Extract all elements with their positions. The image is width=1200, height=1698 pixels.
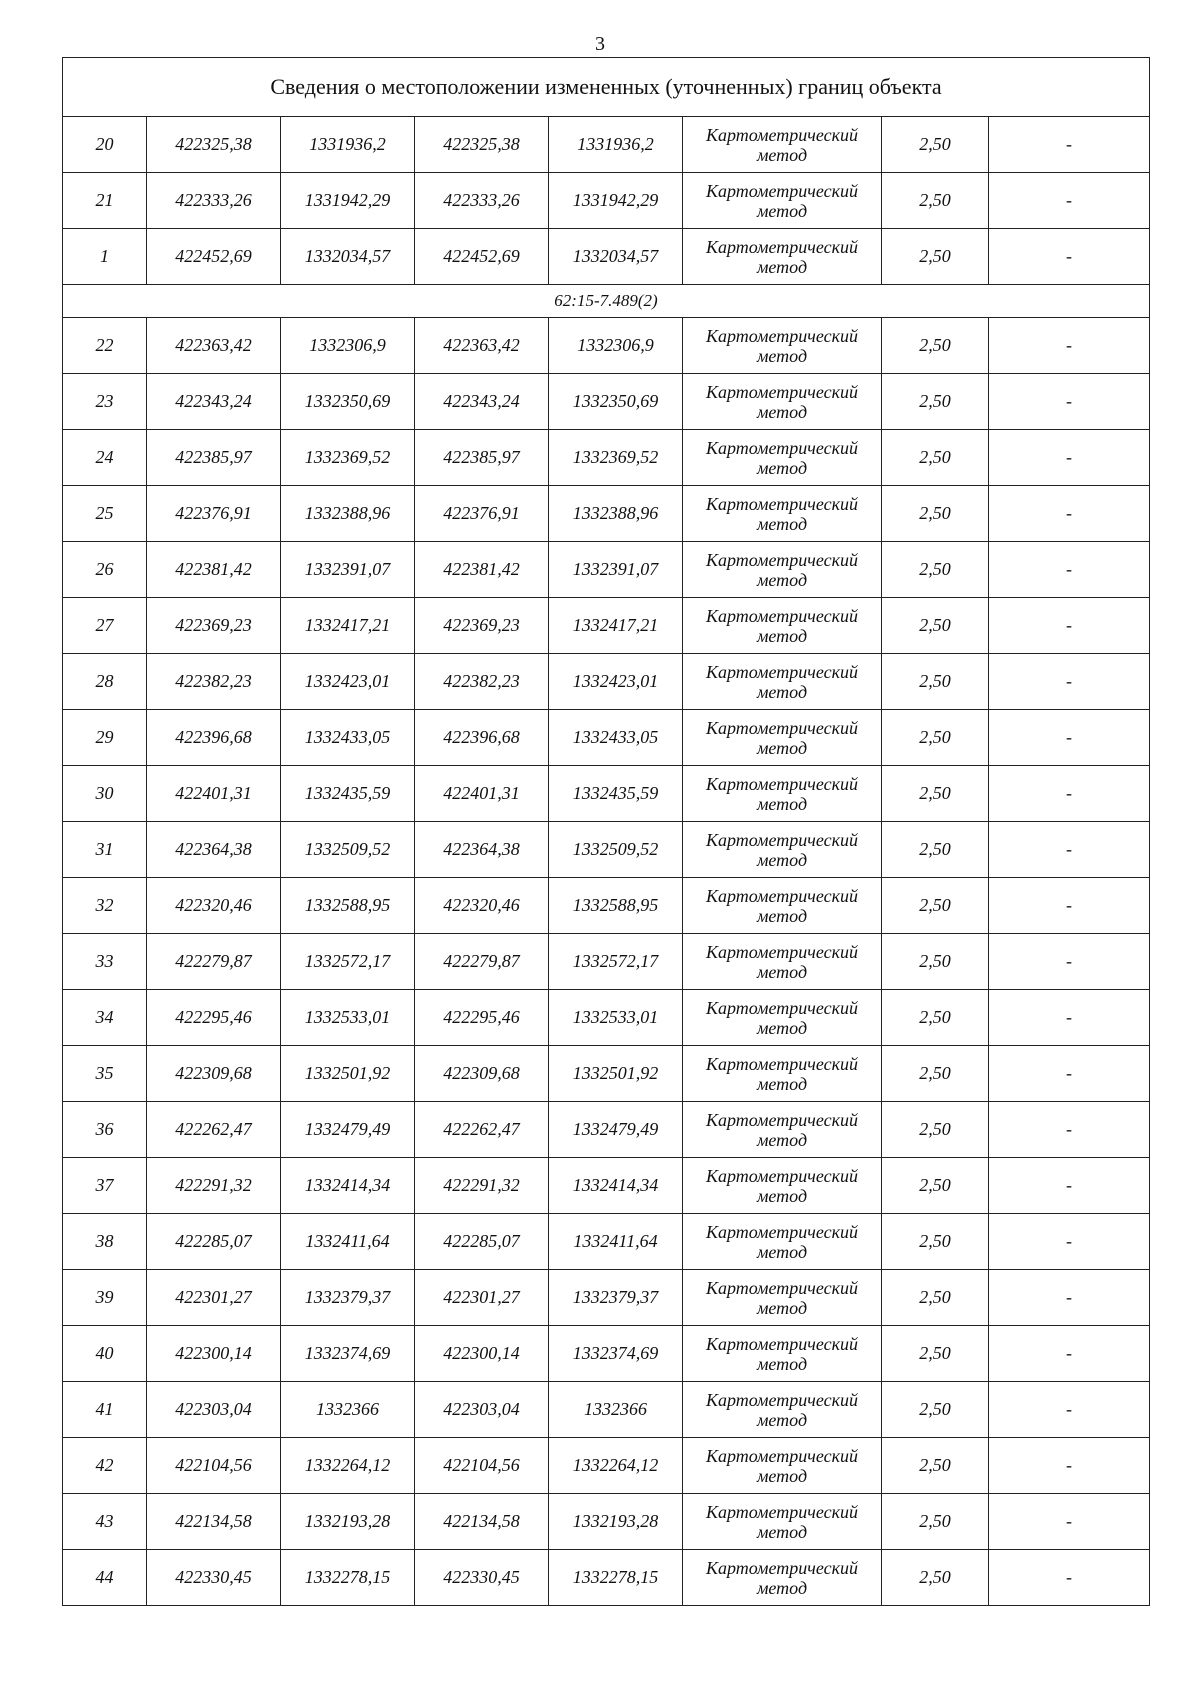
table-row bbox=[63, 173, 1150, 229]
x-old-cell: 422303,04 bbox=[147, 1382, 281, 1438]
x-old-cell: 422333,26 bbox=[147, 173, 281, 229]
note-cell: - bbox=[989, 542, 1150, 598]
method-cell bbox=[683, 1214, 882, 1270]
x-new-cell: 422325,38 bbox=[415, 117, 549, 173]
note-cell: - bbox=[989, 1382, 1150, 1438]
x-old-cell: 422401,31 bbox=[147, 766, 281, 822]
x-new-cell: 422320,46 bbox=[415, 878, 549, 934]
x-new-cell: 422382,23 bbox=[415, 654, 549, 710]
x-new-cell: 422452,69 bbox=[415, 229, 549, 285]
method-line-2: метод bbox=[756, 1521, 808, 1542]
y-old-cell: 1332366 bbox=[281, 1382, 415, 1438]
y-new-cell: 1332411,64 bbox=[549, 1214, 683, 1270]
table-row bbox=[63, 542, 1150, 598]
method-line-2: метод bbox=[756, 737, 808, 758]
method-cell bbox=[683, 654, 882, 710]
table-row bbox=[63, 878, 1150, 934]
point-number-cell: 25 bbox=[63, 486, 147, 542]
method-cell bbox=[683, 766, 882, 822]
x-old-cell: 422309,68 bbox=[147, 1046, 281, 1102]
y-new-cell: 1332193,28 bbox=[549, 1494, 683, 1550]
method-line-2: метод bbox=[756, 1017, 808, 1038]
y-new-cell: 1332479,49 bbox=[549, 1102, 683, 1158]
note-cell: - bbox=[989, 654, 1150, 710]
x-old-cell: 422320,46 bbox=[147, 878, 281, 934]
table-row bbox=[63, 117, 1150, 173]
method-cell bbox=[683, 1550, 882, 1606]
precision-cell: 2,50 bbox=[882, 486, 989, 542]
y-old-cell: 1332369,52 bbox=[281, 430, 415, 486]
precision-cell: 2,50 bbox=[882, 1438, 989, 1494]
table-row bbox=[63, 934, 1150, 990]
note-cell: - bbox=[989, 1158, 1150, 1214]
method-cell bbox=[683, 117, 882, 173]
x-old-cell: 422291,32 bbox=[147, 1158, 281, 1214]
method-line-2: метод bbox=[756, 256, 808, 277]
y-old-cell: 1332034,57 bbox=[281, 229, 415, 285]
y-old-cell: 1332278,15 bbox=[281, 1550, 415, 1606]
precision-cell: 2,50 bbox=[882, 374, 989, 430]
point-number-cell: 29 bbox=[63, 710, 147, 766]
y-old-cell: 1332388,96 bbox=[281, 486, 415, 542]
x-new-cell: 422401,31 bbox=[415, 766, 549, 822]
x-old-cell: 422343,24 bbox=[147, 374, 281, 430]
y-new-cell: 1332572,17 bbox=[549, 934, 683, 990]
precision-cell: 2,50 bbox=[882, 598, 989, 654]
point-number-cell: 37 bbox=[63, 1158, 147, 1214]
precision-cell: 2,50 bbox=[882, 1550, 989, 1606]
method-line-2: метод bbox=[756, 1241, 808, 1262]
y-new-cell: 1331936,2 bbox=[549, 117, 683, 173]
method-line-1: Картометрический bbox=[705, 437, 858, 458]
table-row bbox=[63, 374, 1150, 430]
method-line-1: Картометрический bbox=[705, 1501, 858, 1522]
y-old-cell: 1332533,01 bbox=[281, 990, 415, 1046]
method-line-2: метод bbox=[756, 1353, 808, 1374]
x-old-cell: 422385,97 bbox=[147, 430, 281, 486]
table-row bbox=[63, 1158, 1150, 1214]
x-new-cell: 422295,46 bbox=[415, 990, 549, 1046]
note-cell: - bbox=[989, 1326, 1150, 1382]
y-old-cell: 1331936,2 bbox=[281, 117, 415, 173]
y-old-cell: 1332417,21 bbox=[281, 598, 415, 654]
y-old-cell: 1332414,34 bbox=[281, 1158, 415, 1214]
precision-cell: 2,50 bbox=[882, 1158, 989, 1214]
precision-cell: 2,50 bbox=[882, 1214, 989, 1270]
y-old-cell: 1332588,95 bbox=[281, 878, 415, 934]
method-line-2: метод bbox=[756, 345, 808, 366]
method-cell bbox=[683, 990, 882, 1046]
precision-cell: 2,50 bbox=[882, 1382, 989, 1438]
note-cell: - bbox=[989, 878, 1150, 934]
y-new-cell: 1332435,59 bbox=[549, 766, 683, 822]
method-line-1: Картометрический bbox=[705, 1109, 858, 1130]
note-cell: - bbox=[989, 1438, 1150, 1494]
method-line-2: метод bbox=[756, 1185, 808, 1206]
precision-cell: 2,50 bbox=[882, 1494, 989, 1550]
method-line-2: метод bbox=[756, 681, 808, 702]
method-line-2: метод bbox=[756, 1129, 808, 1150]
point-number-cell: 22 bbox=[63, 318, 147, 374]
method-line-1: Картометрический bbox=[705, 997, 858, 1018]
note-cell: - bbox=[989, 430, 1150, 486]
y-new-cell: 1332374,69 bbox=[549, 1326, 683, 1382]
note-cell: - bbox=[989, 934, 1150, 990]
method-cell bbox=[683, 486, 882, 542]
x-new-cell: 422291,32 bbox=[415, 1158, 549, 1214]
method-line-1: Картометрический bbox=[705, 773, 858, 794]
method-cell bbox=[683, 598, 882, 654]
y-old-cell: 1332306,9 bbox=[281, 318, 415, 374]
y-new-cell: 1332278,15 bbox=[549, 1550, 683, 1606]
table-row bbox=[63, 229, 1150, 285]
note-cell: - bbox=[989, 1102, 1150, 1158]
x-old-cell: 422300,14 bbox=[147, 1326, 281, 1382]
x-new-cell: 422303,04 bbox=[415, 1382, 549, 1438]
x-old-cell: 422295,46 bbox=[147, 990, 281, 1046]
method-cell bbox=[683, 318, 882, 374]
y-old-cell: 1332264,12 bbox=[281, 1438, 415, 1494]
x-new-cell: 422134,58 bbox=[415, 1494, 549, 1550]
x-old-cell: 422369,23 bbox=[147, 598, 281, 654]
method-line-1: Картометрический bbox=[705, 325, 858, 346]
precision-cell: 2,50 bbox=[882, 878, 989, 934]
method-cell bbox=[683, 1046, 882, 1102]
table-row bbox=[63, 1102, 1150, 1158]
x-new-cell: 422279,87 bbox=[415, 934, 549, 990]
note-cell: - bbox=[989, 486, 1150, 542]
method-line-1: Картометрический bbox=[705, 1445, 858, 1466]
x-new-cell: 422343,24 bbox=[415, 374, 549, 430]
precision-cell: 2,50 bbox=[882, 1270, 989, 1326]
x-new-cell: 422364,38 bbox=[415, 822, 549, 878]
table-row bbox=[63, 1438, 1150, 1494]
method-line-2: метод bbox=[756, 401, 808, 422]
method-cell bbox=[683, 934, 882, 990]
precision-cell: 2,50 bbox=[882, 318, 989, 374]
table-row bbox=[63, 766, 1150, 822]
method-line-2: метод bbox=[756, 625, 808, 646]
method-line-2: метод bbox=[756, 457, 808, 478]
method-cell bbox=[683, 1438, 882, 1494]
point-number-cell: 27 bbox=[63, 598, 147, 654]
method-line-1: Картометрический bbox=[705, 381, 858, 402]
table-row bbox=[63, 1326, 1150, 1382]
table-row bbox=[63, 1550, 1150, 1606]
x-old-cell: 422301,27 bbox=[147, 1270, 281, 1326]
precision-cell: 2,50 bbox=[882, 1326, 989, 1382]
note-cell: - bbox=[989, 229, 1150, 285]
y-new-cell: 1332379,37 bbox=[549, 1270, 683, 1326]
y-old-cell: 1332411,64 bbox=[281, 1214, 415, 1270]
section-row bbox=[63, 285, 1150, 318]
y-old-cell: 1332193,28 bbox=[281, 1494, 415, 1550]
x-new-cell: 422104,56 bbox=[415, 1438, 549, 1494]
method-line-2: метод bbox=[756, 144, 808, 165]
x-old-cell: 422382,23 bbox=[147, 654, 281, 710]
y-old-cell: 1332374,69 bbox=[281, 1326, 415, 1382]
note-cell: - bbox=[989, 1494, 1150, 1550]
y-new-cell: 1332350,69 bbox=[549, 374, 683, 430]
x-old-cell: 422381,42 bbox=[147, 542, 281, 598]
x-old-cell: 422104,56 bbox=[147, 1438, 281, 1494]
note-cell: - bbox=[989, 1270, 1150, 1326]
method-cell bbox=[683, 430, 882, 486]
note-cell: - bbox=[989, 710, 1150, 766]
method-line-1: Картометрический bbox=[705, 1277, 858, 1298]
precision-cell: 2,50 bbox=[882, 710, 989, 766]
point-number-cell: 32 bbox=[63, 878, 147, 934]
x-new-cell: 422262,47 bbox=[415, 1102, 549, 1158]
y-old-cell: 1331942,29 bbox=[281, 173, 415, 229]
method-line-1: Картометрический bbox=[705, 829, 858, 850]
y-new-cell: 1332509,52 bbox=[549, 822, 683, 878]
method-line-1: Картометрический bbox=[705, 124, 858, 145]
x-new-cell: 422285,07 bbox=[415, 1214, 549, 1270]
x-new-cell: 422363,42 bbox=[415, 318, 549, 374]
y-new-cell: 1332417,21 bbox=[549, 598, 683, 654]
x-new-cell: 422300,14 bbox=[415, 1326, 549, 1382]
point-number-cell: 41 bbox=[63, 1382, 147, 1438]
method-cell bbox=[683, 1382, 882, 1438]
x-old-cell: 422285,07 bbox=[147, 1214, 281, 1270]
y-new-cell: 1332388,96 bbox=[549, 486, 683, 542]
table-row bbox=[63, 1270, 1150, 1326]
point-number-cell: 40 bbox=[63, 1326, 147, 1382]
method-cell bbox=[683, 1326, 882, 1382]
method-cell bbox=[683, 229, 882, 285]
method-line-1: Картометрический bbox=[705, 941, 858, 962]
method-line-1: Картометрический bbox=[705, 1389, 858, 1410]
note-cell: - bbox=[989, 318, 1150, 374]
y-old-cell: 1332350,69 bbox=[281, 374, 415, 430]
note-cell: - bbox=[989, 374, 1150, 430]
method-line-2: метод bbox=[756, 1409, 808, 1430]
point-number-cell: 44 bbox=[63, 1550, 147, 1606]
method-line-1: Картометрический bbox=[705, 180, 858, 201]
method-line-2: метод bbox=[756, 1465, 808, 1486]
method-line-1: Картометрический bbox=[705, 1053, 858, 1074]
y-old-cell: 1332479,49 bbox=[281, 1102, 415, 1158]
note-cell: - bbox=[989, 1214, 1150, 1270]
x-old-cell: 422134,58 bbox=[147, 1494, 281, 1550]
x-new-cell: 422301,27 bbox=[415, 1270, 549, 1326]
x-new-cell: 422330,45 bbox=[415, 1550, 549, 1606]
table-row bbox=[63, 486, 1150, 542]
x-old-cell: 422279,87 bbox=[147, 934, 281, 990]
precision-cell: 2,50 bbox=[882, 542, 989, 598]
note-cell: - bbox=[989, 1046, 1150, 1102]
method-line-2: метод bbox=[756, 1073, 808, 1094]
point-number-cell: 28 bbox=[63, 654, 147, 710]
method-line-1: Картометрический bbox=[705, 549, 858, 570]
table-row bbox=[63, 598, 1150, 654]
table-row bbox=[63, 710, 1150, 766]
method-line-2: метод bbox=[756, 793, 808, 814]
y-new-cell: 1332034,57 bbox=[549, 229, 683, 285]
x-old-cell: 422363,42 bbox=[147, 318, 281, 374]
method-line-1: Картометрический bbox=[705, 1221, 858, 1242]
table-row bbox=[63, 654, 1150, 710]
point-number-cell: 31 bbox=[63, 822, 147, 878]
method-line-2: метод bbox=[756, 1297, 808, 1318]
method-line-2: метод bbox=[756, 961, 808, 982]
note-cell: - bbox=[989, 990, 1150, 1046]
method-line-2: метод bbox=[756, 513, 808, 534]
x-new-cell: 422396,68 bbox=[415, 710, 549, 766]
method-line-2: метод bbox=[756, 569, 808, 590]
note-cell: - bbox=[989, 766, 1150, 822]
x-old-cell: 422396,68 bbox=[147, 710, 281, 766]
method-line-1: Картометрический bbox=[705, 1165, 858, 1186]
precision-cell: 2,50 bbox=[882, 173, 989, 229]
precision-cell: 2,50 bbox=[882, 117, 989, 173]
precision-cell: 2,50 bbox=[882, 990, 989, 1046]
y-old-cell: 1332423,01 bbox=[281, 654, 415, 710]
note-cell: - bbox=[989, 117, 1150, 173]
x-new-cell: 422333,26 bbox=[415, 173, 549, 229]
y-old-cell: 1332572,17 bbox=[281, 934, 415, 990]
point-number-cell: 21 bbox=[63, 173, 147, 229]
point-number-cell: 24 bbox=[63, 430, 147, 486]
method-cell bbox=[683, 822, 882, 878]
table-title: Сведения о местоположении измененных (уточненных) границ объекта bbox=[63, 58, 1150, 117]
table-title-row bbox=[63, 58, 1150, 117]
y-new-cell: 1332369,52 bbox=[549, 430, 683, 486]
x-old-cell: 422452,69 bbox=[147, 229, 281, 285]
y-old-cell: 1332435,59 bbox=[281, 766, 415, 822]
table-row bbox=[63, 318, 1150, 374]
method-cell bbox=[683, 1102, 882, 1158]
y-old-cell: 1332501,92 bbox=[281, 1046, 415, 1102]
method-cell bbox=[683, 1270, 882, 1326]
point-number-cell: 33 bbox=[63, 934, 147, 990]
method-cell bbox=[683, 710, 882, 766]
precision-cell: 2,50 bbox=[882, 766, 989, 822]
x-new-cell: 422369,23 bbox=[415, 598, 549, 654]
x-new-cell: 422309,68 bbox=[415, 1046, 549, 1102]
table-row bbox=[63, 1382, 1150, 1438]
point-number-cell: 20 bbox=[63, 117, 147, 173]
y-old-cell: 1332391,07 bbox=[281, 542, 415, 598]
precision-cell: 2,50 bbox=[882, 430, 989, 486]
method-cell bbox=[683, 374, 882, 430]
table-row bbox=[63, 1214, 1150, 1270]
method-line-2: метод bbox=[756, 849, 808, 870]
x-new-cell: 422385,97 bbox=[415, 430, 549, 486]
note-cell: - bbox=[989, 173, 1150, 229]
point-number-cell: 43 bbox=[63, 1494, 147, 1550]
x-old-cell: 422364,38 bbox=[147, 822, 281, 878]
x-new-cell: 422376,91 bbox=[415, 486, 549, 542]
point-number-cell: 38 bbox=[63, 1214, 147, 1270]
point-number-cell: 42 bbox=[63, 1438, 147, 1494]
table-row bbox=[63, 990, 1150, 1046]
point-number-cell: 23 bbox=[63, 374, 147, 430]
y-old-cell: 1332509,52 bbox=[281, 822, 415, 878]
y-new-cell: 1331942,29 bbox=[549, 173, 683, 229]
point-number-cell: 30 bbox=[63, 766, 147, 822]
precision-cell: 2,50 bbox=[882, 654, 989, 710]
method-cell bbox=[683, 878, 882, 934]
method-line-1: Картометрический bbox=[705, 717, 858, 738]
x-old-cell: 422325,38 bbox=[147, 117, 281, 173]
y-new-cell: 1332423,01 bbox=[549, 654, 683, 710]
method-cell bbox=[683, 173, 882, 229]
y-new-cell: 1332501,92 bbox=[549, 1046, 683, 1102]
method-line-1: Картометрический bbox=[705, 605, 858, 626]
point-number-cell: 36 bbox=[63, 1102, 147, 1158]
section-label: 62:15-7.489(2) bbox=[63, 285, 1150, 318]
table-row bbox=[63, 1046, 1150, 1102]
point-number-cell: 39 bbox=[63, 1270, 147, 1326]
precision-cell: 2,50 bbox=[882, 822, 989, 878]
y-new-cell: 1332533,01 bbox=[549, 990, 683, 1046]
x-new-cell: 422381,42 bbox=[415, 542, 549, 598]
table-row bbox=[63, 822, 1150, 878]
method-line-2: метод bbox=[756, 905, 808, 926]
point-number-cell: 26 bbox=[63, 542, 147, 598]
y-new-cell: 1332433,05 bbox=[549, 710, 683, 766]
method-cell bbox=[683, 1158, 882, 1214]
point-number-cell: 35 bbox=[63, 1046, 147, 1102]
y-new-cell: 1332366 bbox=[549, 1382, 683, 1438]
y-new-cell: 1332391,07 bbox=[549, 542, 683, 598]
method-cell bbox=[683, 542, 882, 598]
precision-cell: 2,50 bbox=[882, 1046, 989, 1102]
y-new-cell: 1332588,95 bbox=[549, 878, 683, 934]
precision-cell: 2,50 bbox=[882, 229, 989, 285]
precision-cell: 2,50 bbox=[882, 1102, 989, 1158]
x-old-cell: 422262,47 bbox=[147, 1102, 281, 1158]
method-line-1: Картометрический bbox=[705, 1333, 858, 1354]
method-line-1: Картометрический bbox=[705, 1557, 858, 1578]
table-row bbox=[63, 1494, 1150, 1550]
point-number-cell: 34 bbox=[63, 990, 147, 1046]
method-line-1: Картометрический bbox=[705, 885, 858, 906]
method-line-2: метод bbox=[756, 200, 808, 221]
boundary-table bbox=[62, 57, 1150, 1606]
y-new-cell: 1332306,9 bbox=[549, 318, 683, 374]
x-old-cell: 422330,45 bbox=[147, 1550, 281, 1606]
method-line-1: Картометрический bbox=[705, 236, 858, 257]
y-old-cell: 1332379,37 bbox=[281, 1270, 415, 1326]
method-line-2: метод bbox=[756, 1577, 808, 1598]
x-old-cell: 422376,91 bbox=[147, 486, 281, 542]
method-cell bbox=[683, 1494, 882, 1550]
y-new-cell: 1332264,12 bbox=[549, 1438, 683, 1494]
method-line-1: Картометрический bbox=[705, 661, 858, 682]
y-old-cell: 1332433,05 bbox=[281, 710, 415, 766]
method-line-1: Картометрический bbox=[705, 493, 858, 514]
note-cell: - bbox=[989, 598, 1150, 654]
precision-cell: 2,50 bbox=[882, 934, 989, 990]
point-number-cell: 1 bbox=[63, 229, 147, 285]
y-new-cell: 1332414,34 bbox=[549, 1158, 683, 1214]
note-cell: - bbox=[989, 1550, 1150, 1606]
note-cell: - bbox=[989, 822, 1150, 878]
table-row bbox=[63, 430, 1150, 486]
page-number: 3 bbox=[595, 33, 605, 55]
